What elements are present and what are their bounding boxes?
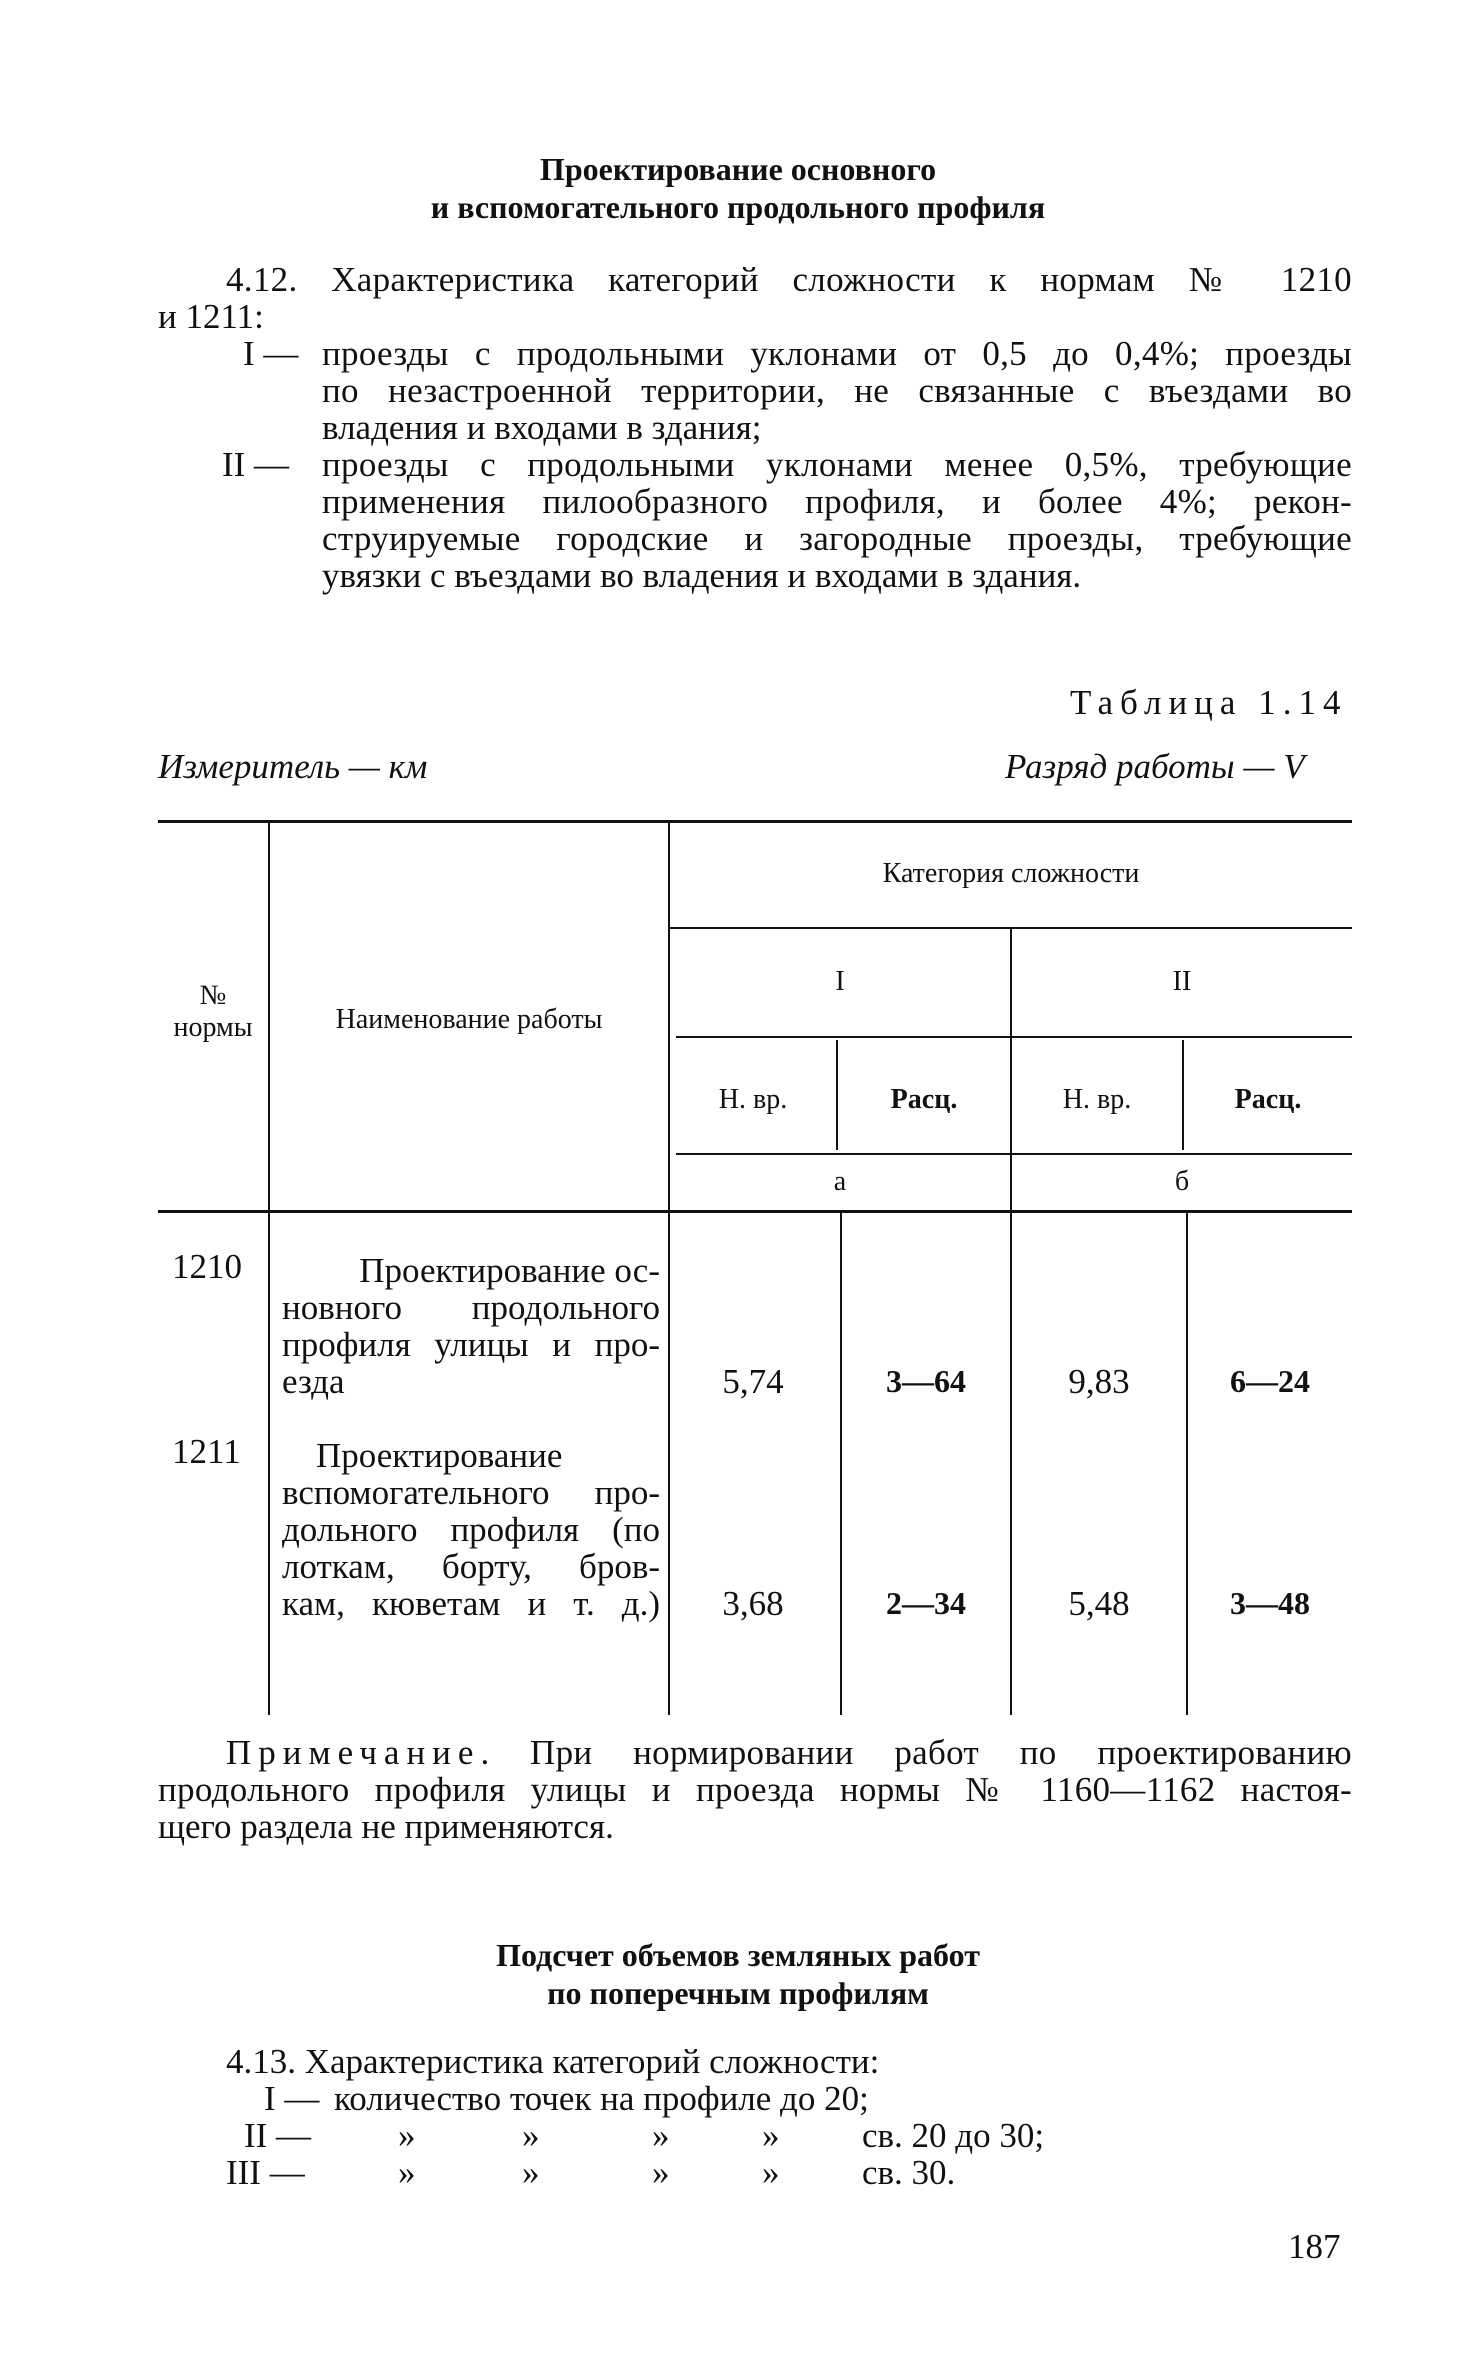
ditto-mark: » (522, 2153, 540, 2192)
header-bottom-rule (158, 1210, 1352, 1213)
header-col-a: а (833, 1166, 847, 1197)
intro-line-1: 4.12. Характеристика категорий сложности к нормам № 1210 (226, 260, 1352, 299)
section-title-line-1: Проектирование основного (539, 151, 937, 187)
category-underline (676, 1036, 1352, 1038)
ditto-mark: » (762, 2116, 780, 2155)
level-mark-2: II — (244, 2116, 312, 2155)
col-rule-4b (840, 1213, 842, 1715)
note-line-2: продольного профиля улицы и проезда нормы № 1160—1162 настоя- (158, 1770, 1352, 1809)
section2-title-line-2: по поперечным профилям (547, 1975, 929, 2011)
category-1-line-1: проезды с продольными уклонами от 0,5 до 0,4%; проезды (322, 334, 1352, 373)
col-rule-5b (1186, 1213, 1188, 1715)
header-col-b: б (1174, 1166, 1190, 1197)
rate-value-cat2: 6—24 (1230, 1363, 1310, 1399)
header-norm-no: № нормы (173, 980, 253, 1043)
intro-line-2: и 1211: (158, 297, 264, 336)
category-2-line-2: применения пилообразного профиля, и более 4%; рекон- (322, 482, 1352, 521)
category-mark-1: I — (243, 334, 299, 373)
table-grade: Разряд работы — V (1005, 747, 1305, 786)
ditto-mark: » (398, 2116, 416, 2155)
norm-number: 1210 (172, 1247, 242, 1286)
section-title-line-2: и вспомогательного продольного профиля (430, 189, 1046, 225)
section2-title-line-1: Подсчет объемов земляных работ (496, 1937, 980, 1973)
section2-intro: 4.13. Характеристика категорий сложности: (226, 2042, 880, 2081)
col-rule-2 (668, 823, 670, 1715)
level-text-1: количество точек на профиле до 20; (334, 2079, 869, 2118)
col-rule-1 (268, 823, 270, 1715)
level-mark-1: I — (264, 2079, 320, 2118)
subheader-underline (676, 1153, 1352, 1155)
time-value-cat1: 3,68 (722, 1584, 784, 1623)
time-value-cat1: 5,74 (722, 1362, 784, 1401)
note-line-3: щего раздела не применяются. (158, 1807, 614, 1846)
norms-table (158, 820, 1352, 1715)
header-category-2: II (1172, 966, 1192, 997)
rate-value-cat2: 3—48 (1230, 1585, 1310, 1621)
work-name-cell: Проектирование ос- новного продольного профиля улицы и про- езда (282, 1251, 660, 1401)
category-2-line-1: проезды с продольными уклонами менее 0,5%, требующие (322, 445, 1352, 484)
header-work-name: Наименование работы (335, 1004, 603, 1035)
category-1-line-2: по незастроенной территории, не связанные с въездами во (322, 371, 1352, 410)
category-2-line-4: увязки с въездами во владения и входами в здания. (322, 556, 1082, 595)
time-value-cat2: 9,83 (1068, 1362, 1130, 1401)
note-label: Примечание. (226, 1733, 497, 1772)
header-complexity: Категория сложности (882, 858, 1140, 889)
ditto-mark: » (652, 2116, 670, 2155)
time-value-cat2: 5,48 (1068, 1584, 1130, 1623)
category-2-line-3: струируемые городские и загородные проезды, требующие (322, 519, 1352, 558)
work-name-cell: Проектирование вспомогательного про- дольного профиля (по лоткам, борту, бров- кам, кюветам и т. д.) (282, 1436, 660, 1623)
level-mark-3: III — (226, 2153, 305, 2192)
category-mark-2: II — (222, 445, 290, 484)
table-measure: Измеритель — км (158, 747, 428, 786)
rate-value-cat1: 2—34 (886, 1585, 966, 1621)
ditto-mark: » (522, 2116, 540, 2155)
page-number: 187 (1288, 2227, 1341, 2266)
table-caption: Таблица 1.14 (1070, 683, 1348, 722)
category-1-line-3: владения и входами в здания; (322, 408, 762, 447)
rate-value-cat1: 3—64 (886, 1363, 966, 1399)
header-time-2: Н. вр. (1062, 1084, 1132, 1115)
level-text-3: св. 30. (862, 2153, 956, 2192)
table-top-rule (158, 820, 1352, 823)
level-text-2: св. 20 до 30; (862, 2116, 1045, 2155)
ditto-mark: » (398, 2153, 416, 2192)
header-time-1: Н. вр. (718, 1084, 788, 1115)
ditto-mark: » (652, 2153, 670, 2192)
header-category-1: I (835, 966, 845, 997)
ditto-mark: » (762, 2153, 780, 2192)
header-rate-1: Расц. (890, 1084, 958, 1115)
header-rate-2: Расц. (1234, 1084, 1302, 1115)
norm-number: 1211 (172, 1432, 241, 1471)
note-line-1: При нормировании работ по проектированию (530, 1733, 1352, 1772)
